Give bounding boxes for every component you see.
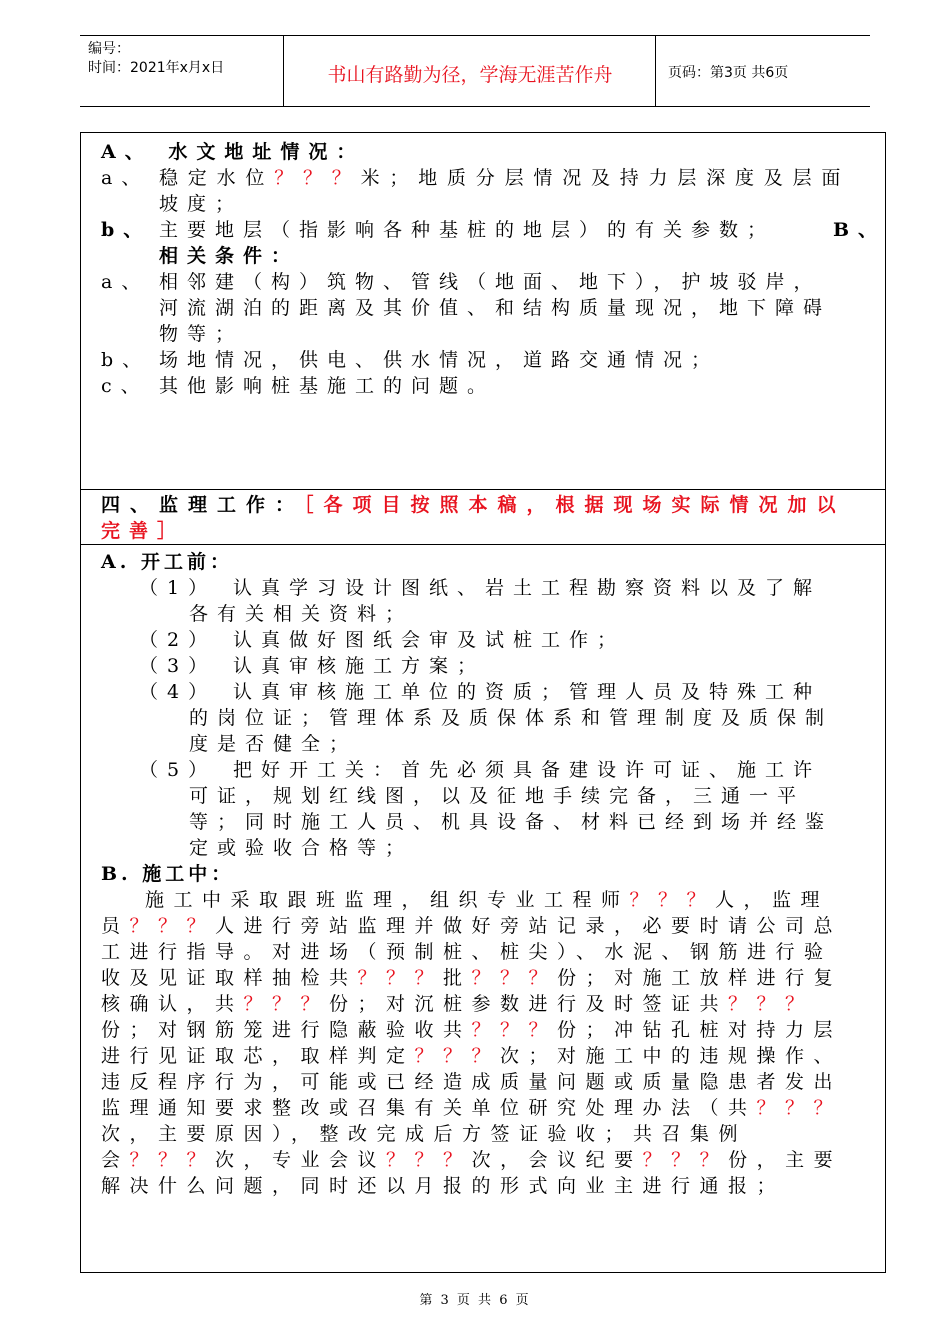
header-page-number: 页码：第3页 共6页 (668, 65, 789, 81)
page-header (80, 35, 870, 107)
list-item-text: 把好开工关：首先必须具备建设许可证、施工许 (233, 759, 822, 781)
list-item-number: （3） (139, 655, 217, 677)
header-divider (283, 36, 284, 106)
item-label: b、 (101, 349, 151, 371)
section-supervision-body (80, 544, 886, 1273)
date-text: 时间：2021年x月x日 (88, 60, 225, 76)
list-item-text: 认真审核施工单位的资质；管理人员及特殊工种 (233, 681, 822, 703)
list-item-text: 的岗位证；管理体系及质保体系和管理制度及质保制 (189, 707, 834, 729)
item-label: a、 (101, 271, 150, 293)
list-item-number: （2） (139, 629, 217, 651)
header-meta (88, 40, 224, 78)
header-motto: 书山有路勤为径，学海无涯苦作舟 (327, 64, 613, 86)
sub-heading: B. 施工中： (101, 863, 235, 885)
list-item-text: 可证，规划红线图，以及征地手续完备，三通一平 (189, 785, 806, 807)
paragraph-line: 员？？？人进行旁站监理并做好旁站记录，必要时请公司总 (101, 915, 843, 937)
item-label: c、 (101, 375, 149, 397)
list-item-text: 认真做好图纸会审及试桩工作； (233, 629, 626, 651)
list-item-text: 认真学习设计图纸、岩土工程勘察资料以及了解 (233, 577, 822, 599)
list-item-text: 场地情况，供电、供水情况，道路交通情况； (159, 349, 720, 371)
serial-label: 编号： (88, 41, 130, 57)
paragraph-line: 收及见证取样抽检共？？？批？？？份；对施工放样进行复 (101, 967, 843, 989)
sub-heading-label: B、 (833, 219, 887, 241)
list-item-text: 相邻建（构）筑物、管线（地面、地下），护坡驳岸， (159, 271, 822, 293)
list-item-text: 物等； (159, 323, 244, 345)
sub-heading: A. 开工前： (101, 551, 233, 573)
list-item-text: 度是否健全； (189, 733, 358, 755)
header-divider (655, 36, 656, 106)
item-label: b、 (101, 219, 152, 241)
paragraph-line: 会？？？次，专业会议？？？次，会议纪要？？？份，主要 (101, 1149, 843, 1171)
paragraph-line: 施工中采取跟班监理，组织专业工程师？？？人，监理 (145, 889, 830, 911)
list-item-number: （5） (139, 759, 217, 781)
paragraph-line: 监理通知要求整改或召集有关单位研究处理办法（共？？？ (101, 1097, 843, 1119)
section-hydro-geology (80, 132, 886, 490)
sub-heading: 相关条件： (159, 245, 300, 267)
list-item-text: 河流湖泊的距离及其价值、和结构质量现况，地下障碍 (159, 297, 832, 319)
list-item-text: 其他影响桩基施工的问题。 (159, 375, 496, 397)
list-item-text: 定或验收合格等； (189, 837, 414, 859)
paragraph-line: 次，主要原因），整改完成后方签证验收；共召集例 (101, 1123, 748, 1145)
list-item-number: （4） (139, 681, 217, 703)
section-supervision-heading (80, 489, 886, 545)
paragraph-line: 核确认，共？？？份；对沉桩参数进行及时签证共？？？ (101, 993, 814, 1015)
list-item-text: 等；同时施工人员、机具设备、材料已经到场并经鉴 (189, 811, 834, 833)
list-item-text: 各有关相关资料； (189, 603, 414, 625)
item-label: a、 (101, 167, 150, 189)
list-item-text: 认真审核施工方案； (233, 655, 486, 677)
paragraph-line: 份；对钢筋笼进行隐蔽验收共？？？份；冲钻孔桩对持力层 (101, 1019, 843, 1041)
section-title: 四、监理工作：［各项目按照本稿，根据现场实际情况加以 (101, 494, 846, 516)
list-item-number: （1） (139, 577, 217, 599)
paragraph-line: 违反程序行为，可能或已经造成质量问题或质量隐患者发出 (101, 1071, 843, 1093)
section-heading: A、 水文地址情况： (101, 141, 365, 163)
paragraph-line: 解决什么问题，同时还以月报的形式向业主进行通报； (101, 1175, 786, 1197)
list-item-text: 主要地层（指影响各种基桩的地层）的有关参数； (159, 219, 776, 241)
section-title-cont: 完善］ (101, 520, 186, 542)
page-footer: 第 3 页 共 6 页 (419, 1293, 531, 1308)
list-item-text: 坡度； (159, 193, 244, 215)
paragraph-line: 进行见证取芯，取样判定？？？次；对施工中的违规操作、 (101, 1045, 843, 1067)
paragraph-line: 工进行指导。对进场（预制桩、桩尖）、水泥、钢筋进行验 (101, 941, 833, 963)
list-item-text: 稳定水位？？？米；地质分层情况及持力层深度及层面 (159, 167, 851, 189)
